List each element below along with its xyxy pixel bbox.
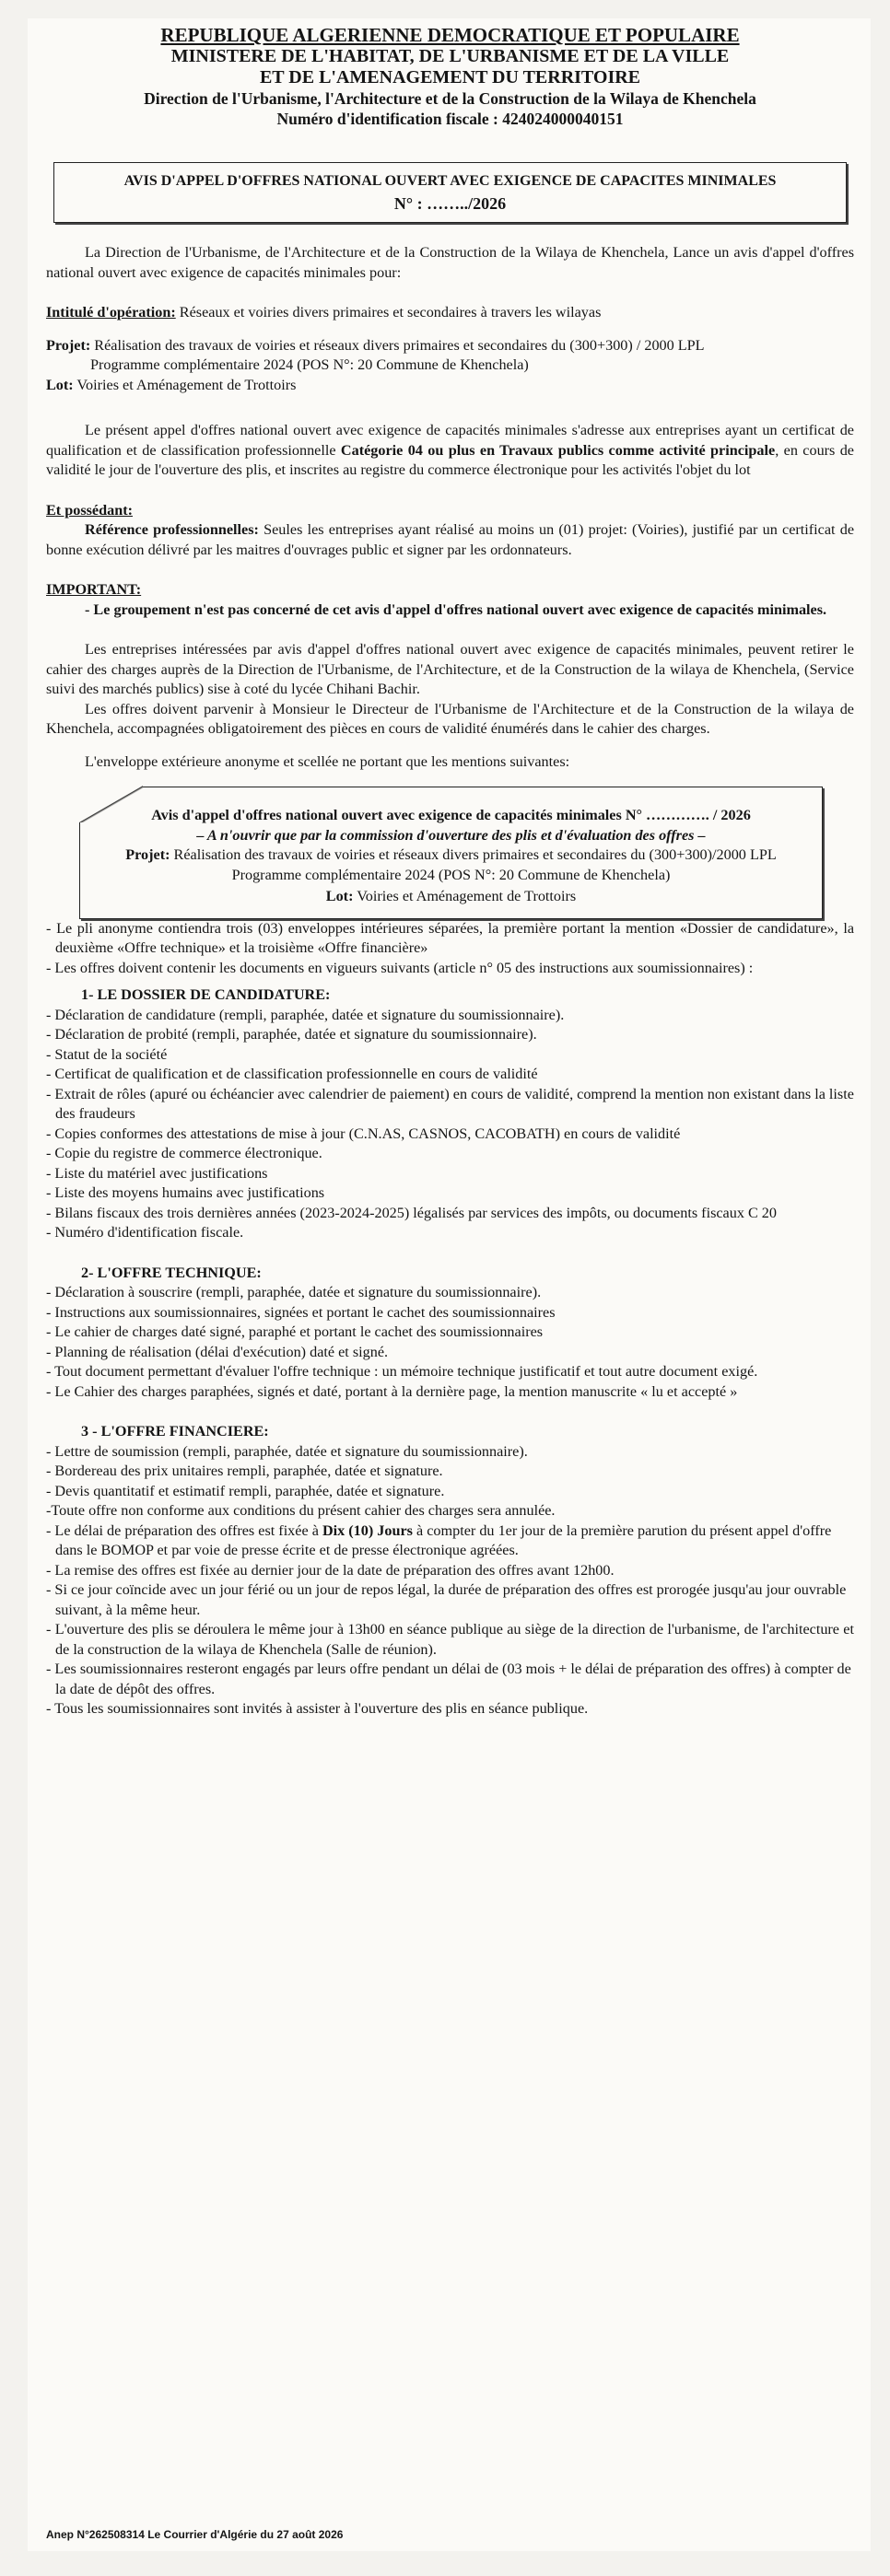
technique-title: 2- L'OFFRE TECHNIQUE:: [81, 1264, 262, 1281]
envelope-line2: – A n'ouvrir que par la commission d'ouverture des plis et d'évaluation des offres –: [196, 826, 706, 844]
envelope-lot: [89, 887, 813, 907]
financiere-title: 3 - L'OFFRE FINANCIERE:: [81, 1423, 269, 1440]
reference-label: Référence professionnelles:: [85, 521, 259, 538]
possedant-label: Et possédant:: [46, 501, 133, 519]
list-item: - Planning de réalisation (délai d'exécution) daté et signé.: [46, 1343, 389, 1360]
list-item: - Le cahier de charges daté signé, paraphé et portant le cachet des soumissionnaires: [46, 1323, 544, 1340]
eligibility-bold: Catégorie 04 ou plus en Travaux publics comme activité principale: [340, 441, 776, 459]
list-item: - Si ce jour coïncide avec un jour férié ou un jour de repos légal, la durée de préparation des offres est prorogée jusqu'au jour ouvrable suivant, à la même heur.: [46, 1581, 847, 1618]
dossier-list: [46, 1006, 854, 1243]
delai-text-2: à compter du 1er jour de la première parution du présent appel d'offre dans le BOMOP et par voie de presse écrite et de presse électronique agréées.: [55, 1521, 832, 1558]
list-item: - Les offres doivent contenir les documents en vigueurs suivants (article n° 05 des instructions aux soumissionnaires) :: [46, 959, 754, 976]
reference-text: Seules les entreprises ayant réalisé au moins un (01) projet: (Voiries), justifié par un certificat de bonne exécution délivré par les maitres d'ouvrages public et signer par les ordonnateurs.: [46, 521, 855, 558]
header-ministere: MINISTERE DE L'HABITAT, DE L'URBANISME ET DE LA VILLE: [170, 46, 730, 66]
list-item: - Déclaration de candidature (rempli, paraphée, datée et signature du soumissionnaire).: [46, 1006, 565, 1023]
list-item: - Extrait de rôles (apuré ou échéancier avec calendrier de paiement) en cours de validité, comprend la mention non existant dans la liste des fraudeurs: [46, 1085, 854, 1122]
delai-preparation: [46, 1521, 854, 1561]
header: [46, 24, 854, 129]
important-text: - Le groupement n'est pas concerné de cet avis d'appel d'offres national ouvert avec exigence de capacités minimales.: [85, 600, 827, 618]
reference-paragraph: [46, 520, 854, 560]
envelope-projet-label: Projet:: [125, 846, 170, 863]
avis-title: AVIS D'APPEL D'OFFRES NATIONAL OUVERT AVEC EXIGENCE DE CAPACITES MINIMALES: [123, 173, 777, 189]
list-item: - Bordereau des prix unitaires rempli, paraphée, datée et signature.: [46, 1463, 443, 1479]
list-item: - Statut de la société: [46, 1045, 168, 1063]
list-item: - Tout document permettant d'évaluer l'offre technique : un mémoire technique justificatif et tout autre document exigé.: [46, 1363, 758, 1380]
list-item: -Toute offre non conforme aux conditions du présent cahier des charges sera annulée.: [46, 1502, 556, 1519]
envelope-projet: [89, 845, 813, 866]
envelope-lot-label: Lot:: [325, 888, 354, 904]
projet-text: Réalisation des travaux de voiries et réseaux divers primaires et secondaires du (300+300) / 2000 LPL: [90, 336, 705, 354]
eligibility-text-2: , en cours de validité le jour de l'ouverture des plis, et inscrites au registre du commerce électronique pour les activités l'objet du lot: [46, 441, 854, 478]
envelope-fold-icon: [78, 786, 143, 822]
footer-anep: Anep N°262508314 Le Courrier d'Algérie du 27 août 2026: [46, 2528, 344, 2541]
technique-list: [46, 1283, 854, 1402]
eligibility-paragraph: [46, 421, 854, 481]
pli-list: [46, 919, 854, 979]
list-item: - L'ouverture des plis se déroulera le même jour à 13h00 en séance publique au siège de la direction de l'urbanisme, de l'architecture et de la construction de la wilaya de Khenchela (Salle de réunion).: [46, 1621, 854, 1658]
list-item: - Instructions aux soumissionnaires, signées et portant le cachet des soumissionnaires: [46, 1303, 556, 1321]
document-page: [28, 18, 871, 2551]
list-item: - Tous les soumissionnaires sont invités à assister à l'ouverture des plis en séance publique.: [46, 1700, 589, 1717]
list-item: - Bilans fiscaux des trois dernières années (2023-2024-2025) légalisés par services des impôts, ou documents fiscaux C 20: [46, 1204, 777, 1221]
dossier-title: 1- LE DOSSIER DE CANDIDATURE:: [81, 986, 331, 1003]
projet-line: [46, 336, 854, 356]
retrait-paragraph: Les entreprises intéressées par avis d'appel d'offres national ouvert avec exigence de capacités minimales, peuvent retirer le cahier des charges auprès de la Direction de l'Urbanisme, de l'Architecture, et de la Construction de la wilaya de Khenchela, (Service suivi des marchés publics) sise à coté du lycée Chihani Bachir.: [46, 641, 854, 697]
header-republique: REPUBLIQUE ALGERIENNE DEMOCRATIQUE ET POPULAIRE: [160, 24, 740, 46]
delai-bold: Dix (10) Jours: [322, 1521, 413, 1539]
list-item: - La remise des offres est fixée au dernier jour de la date de préparation des offres avant 12h00.: [46, 1561, 615, 1579]
operation-label: Intitulé d'opération:: [46, 304, 176, 321]
important-label: IMPORTANT:: [46, 581, 142, 598]
eligibility-text-1: Le présent appel d'offres national ouvert avec exigence de capacités minimales s'adresse aux entreprises ayant un certificat de qualification et de classification professionnelle: [46, 422, 854, 459]
list-item: - Devis quantitatif et estimatif rempli, paraphée, datée et signature.: [46, 1482, 445, 1499]
list-item: - Liste des moyens humains avec justifications: [46, 1184, 325, 1201]
lot-text: Voiries et Aménagement de Trottoirs: [73, 376, 297, 393]
operation-text: Réseaux et voiries divers primaires et secondaires à travers les wilayas: [175, 304, 602, 321]
envelope-projet-line2: Programme complémentaire 2024 (POS N°: 20 Commune de Khenchela): [231, 866, 671, 883]
avis-title-box: [53, 162, 847, 223]
envelope-lot-text: Voiries et Aménagement de Trottoirs: [353, 888, 577, 904]
list-item: - Certificat de qualification et de classification professionnelle en cours de validité: [46, 1066, 538, 1082]
lot-label: Lot:: [46, 376, 74, 393]
list-item: - Déclaration de probité (rempli, paraphée, datée et signature du soumissionnaire).: [46, 1026, 537, 1043]
lot-line: [46, 376, 854, 396]
projet-line2: Programme complémentaire 2024 (POS N°: 20 Commune de Khenchela): [90, 356, 529, 373]
list-item: - Le Cahier des charges paraphées, signés et daté, portant à la dernière page, la mention manuscrite « lu et accepté »: [46, 1382, 738, 1400]
envelope-line1: Avis d'appel d'offres national ouvert avec exigence de capacités minimales N° …………. / 2026: [151, 807, 751, 823]
list-item: - Déclaration à souscrire (rempli, paraphée, datée et signature du soumissionnaire).: [46, 1284, 542, 1300]
intro-paragraph: La Direction de l'Urbanisme, de l'Architecture et de la Construction de la Wilaya de Khenchela, Lance un avis d'appel d'offres national ouvert avec exigence de capacités minimales pour:: [46, 244, 854, 281]
header-nif: Numéro d'identification fiscale : 424024000040151: [276, 110, 624, 128]
delai-text-1: - Le délai de préparation des offres est fixée à: [46, 1521, 322, 1539]
enveloppe-intro: L'enveloppe extérieure anonyme et scellée ne portant que les mentions suivantes:: [85, 752, 570, 770]
list-item: - Les soumissionnaires resteront engagés par leurs offre pendant un délai de (03 mois + le délai de préparation des offres) à compter de la date de dépôt des offres.: [46, 1661, 851, 1697]
financiere-list: [46, 1442, 854, 1521]
list-item: - Le pli anonyme contiendra trois (03) enveloppes intérieures séparées, la première portant la mention «Dossier de candidature», la deuxième «Offre technique» et la troisième «Offre financière»: [46, 919, 854, 956]
list-item: - Copie du registre de commerce électronique.: [46, 1145, 322, 1161]
list-item: - Copies conformes des attestations de mise à jour (C.N.AS, CASNOS, CACOBATH) en cours de validité: [46, 1125, 681, 1142]
envelope-projet-text: Réalisation des travaux de voiries et réseaux divers primaires et secondaires du (300+300)/2000 LPL: [170, 846, 777, 863]
header-ministere-suite: ET DE L'AMENAGEMENT DU TERRITOIRE: [259, 67, 641, 87]
delais-list: [46, 1521, 854, 1719]
projet-label: Projet:: [46, 336, 91, 354]
avis-number: N° : ……../2026: [393, 194, 507, 213]
offres-parvenir-paragraph: Les offres doivent parvenir à Monsieur le Directeur de l'Urbanisme de l'Architecture et de la Construction de la wilaya de Khenchela, accompagnées obligatoirement des pièces en cours de validité énumérés dans le cahier des charges.: [46, 700, 854, 737]
list-item: - Lettre de soumission (rempli, paraphée, datée et signature du soumissionnaire).: [46, 1442, 528, 1460]
list-item: - Numéro d'identification fiscale.: [46, 1224, 244, 1241]
envelope-box: [79, 787, 823, 919]
list-item: - Liste du matériel avec justifications: [46, 1164, 268, 1182]
header-direction: Direction de l'Urbanisme, l'Architecture et de la Construction de la Wilaya de Khenchela: [144, 89, 756, 108]
operation-line: [46, 303, 854, 323]
